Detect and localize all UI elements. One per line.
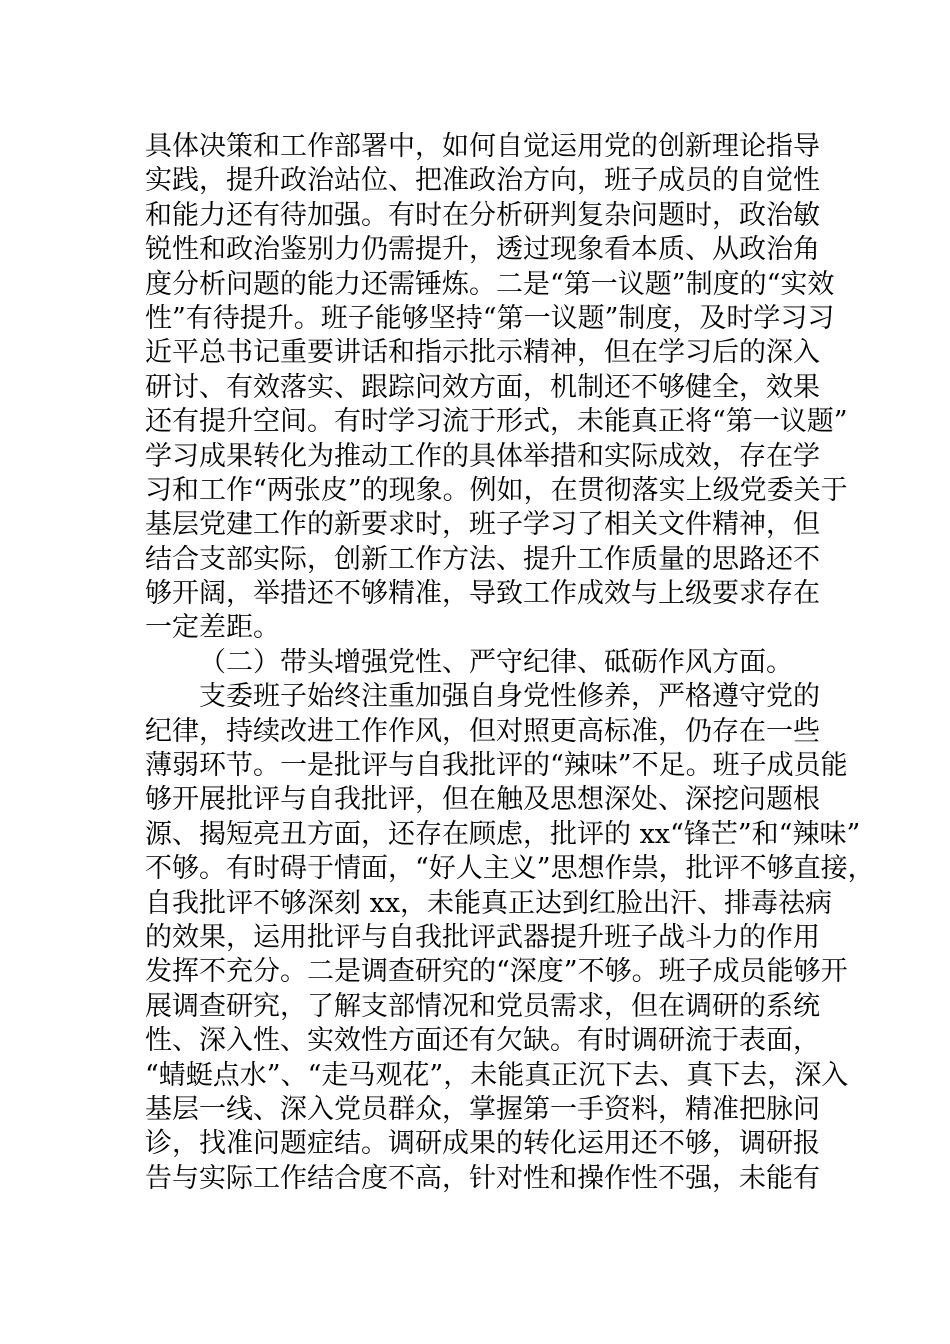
- text-line: 自我批评不够深刻 xx，未能真正达到红脸出汗、排毒祛病: [145, 887, 833, 919]
- text-line: 告与实际工作结合度不高，针对性和操作性不强，未能有: [145, 1162, 820, 1194]
- text-line: 纪律，持续改进工作作风，但对照更高标准，仍存在一些: [145, 715, 820, 747]
- text-line: 薄弱环节。一是批评与自我批评的“辣味”不足。班子成员能: [145, 750, 848, 782]
- text-line: 锐性和政治鉴别力仍需提升，透过现象看本质、从政治角: [145, 234, 820, 266]
- text-line: 实践，提升政治站位、把准政治方向，班子成员的自觉性: [145, 165, 820, 197]
- text-line: 近平总书记重要讲话和指示批示精神，但在学习后的深入: [145, 337, 820, 369]
- text-line: 习和工作“两张皮”的现象。例如，在贯彻落实上级党委关于: [145, 474, 848, 506]
- text-line: 还有提升空间。有时学习流于形式，未能真正将“第一议题”: [145, 406, 848, 438]
- text-line: 不够。有时碍于情面，“好人主义”思想作祟，批评不够直接，: [145, 853, 875, 885]
- text-line: 诊，找准问题症结。调研成果的转化运用还不够，调研报: [145, 1128, 820, 1160]
- text-line: 研讨、有效落实、跟踪问效方面，机制还不够健全，效果: [145, 371, 820, 403]
- text-line: 和能力还有待加强。有时在分析研判复杂问题时，政治敏: [145, 199, 820, 231]
- text-line: 支委班子始终注重加强自身党性修养，严格遵守党的: [199, 681, 820, 713]
- text-line: 够开阔，举措还不够精准，导致工作成效与上级要求存在: [145, 578, 820, 610]
- text-line: “蜻蜓点水”、“走马观花”，未能真正沉下去、真下去，深入: [145, 1059, 849, 1091]
- body-text: [145, 130, 875, 1196]
- text-line: 发挥不充分。二是调查研究的“深度”不够。班子成员能够开: [145, 956, 848, 988]
- text-line: 的效果，运用批评与自我批评武器提升班子战斗力的作用: [145, 921, 820, 953]
- text-line: 源、揭短亮丑方面，还存在顾虑，批评的 xx“锋芒”和“辣味”: [145, 818, 861, 850]
- text-line: 具体决策和工作部署中，如何自觉运用党的创新理论指导: [145, 131, 820, 162]
- text-line: 度分析问题的能力还需锤炼。二是“第一议题”制度的“实效: [145, 268, 835, 300]
- text-line: 展调查研究，了解支部情况和党员需求，但在调研的系统: [145, 990, 820, 1022]
- text-line: 基层一线、深入党员群众，掌握第一手资料，精准把脉问: [145, 1093, 820, 1125]
- text-line: 够开展批评与自我批评，但在触及思想深处、深挖问题根: [145, 784, 820, 816]
- text-line: 一定差距。: [145, 612, 280, 644]
- text-line: 学习成果转化为推动工作的具体举措和实际成效，存在学: [145, 440, 820, 472]
- text-line: 基层党建工作的新要求时，班子学习了相关文件精神，但: [145, 509, 820, 541]
- text-line: 结合支部实际，创新工作方法、提升工作质量的思路还不: [145, 543, 820, 575]
- section-heading: （二）带头增强党性、严守纪律、砥砺作风方面。: [199, 646, 793, 678]
- text-line: 性、深入性、实效性方面还有欠缺。有时调研流于表面，: [145, 1025, 820, 1057]
- text-line: 性”有待提升。班子能够坚持“第一议题”制度，及时学习习: [145, 302, 835, 334]
